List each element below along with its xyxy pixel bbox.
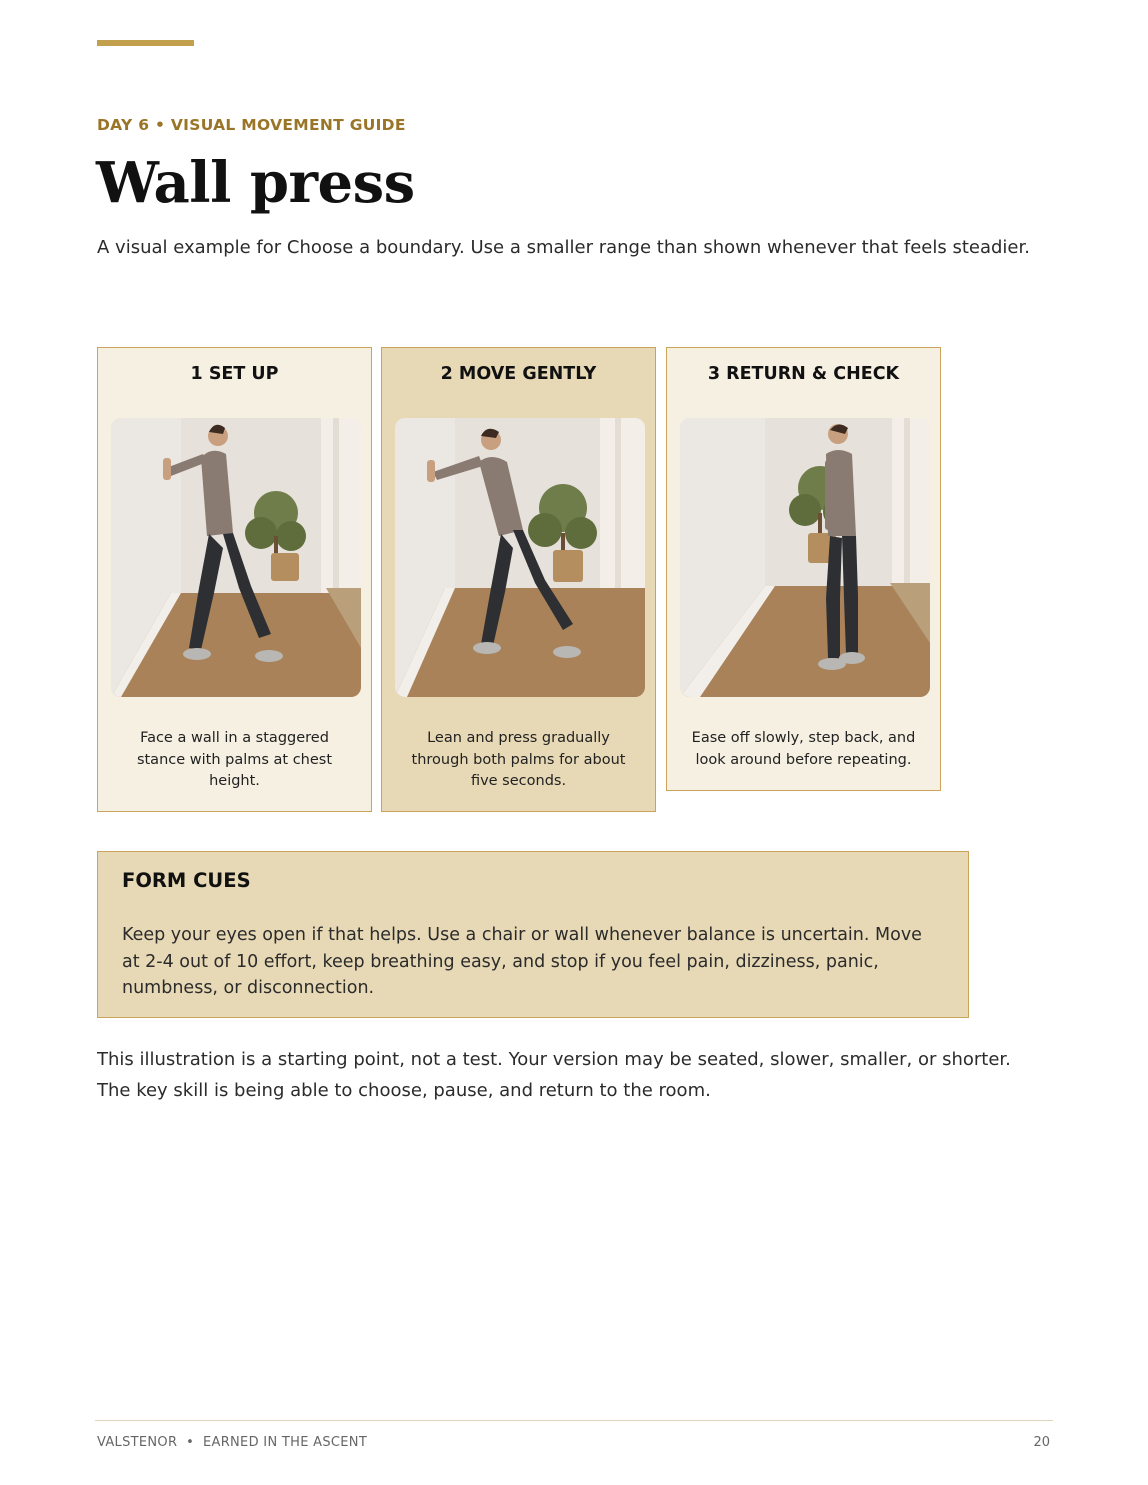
wall-press-return-image [680, 418, 930, 697]
step-description: Ease off slowly, step back, and look around before repeating. [691, 730, 916, 768]
footer-divider [95, 1420, 1053, 1421]
intro-paragraph: A visual example for Choose a boundary. Use a smaller range than shown whenever that feels steadier. [97, 237, 1030, 258]
step-title: 2 MOVE GENTLY [440, 364, 597, 384]
step-card-move-gently [381, 347, 656, 812]
step-title: 3 RETURN & CHECK [707, 364, 900, 384]
step-description: Lean and press gradually through both palms for about five seconds. [411, 730, 626, 789]
form-cues-title: FORM CUES [122, 869, 251, 892]
form-cues-text: Keep your eyes open if that helps. Use a chair or wall whenever balance is uncertain. Move at 2-4 out of 10 effort, keep breathing easy, and stop if you feel pain, dizziness, panic, numbness, or disconnection. [122, 925, 922, 998]
page-number: 20 [1033, 1435, 1050, 1450]
step-card-set-up [97, 347, 372, 812]
step-description: Face a wall in a staggered stance with palms at chest height. [136, 730, 333, 789]
wall-press-setup-image [111, 418, 361, 697]
footer-brand: VALSTENOR • EARNED IN THE ASCENT [97, 1435, 368, 1450]
wall-press-lean-image [395, 418, 645, 697]
section-eyebrow: DAY 6 • VISUAL MOVEMENT GUIDE [97, 116, 406, 134]
form-cues-box [97, 851, 969, 1018]
closing-paragraph: This illustration is a starting point, not a test. Your version may be seated, slower, smaller, or shorter. The key skill is being able to choose, pause, and return to the room. [97, 1049, 1011, 1101]
step-card-return-check [666, 347, 941, 791]
step-title: 1 SET UP [190, 364, 279, 384]
page-title: Wall press [96, 150, 415, 216]
accent-bar [97, 40, 194, 46]
